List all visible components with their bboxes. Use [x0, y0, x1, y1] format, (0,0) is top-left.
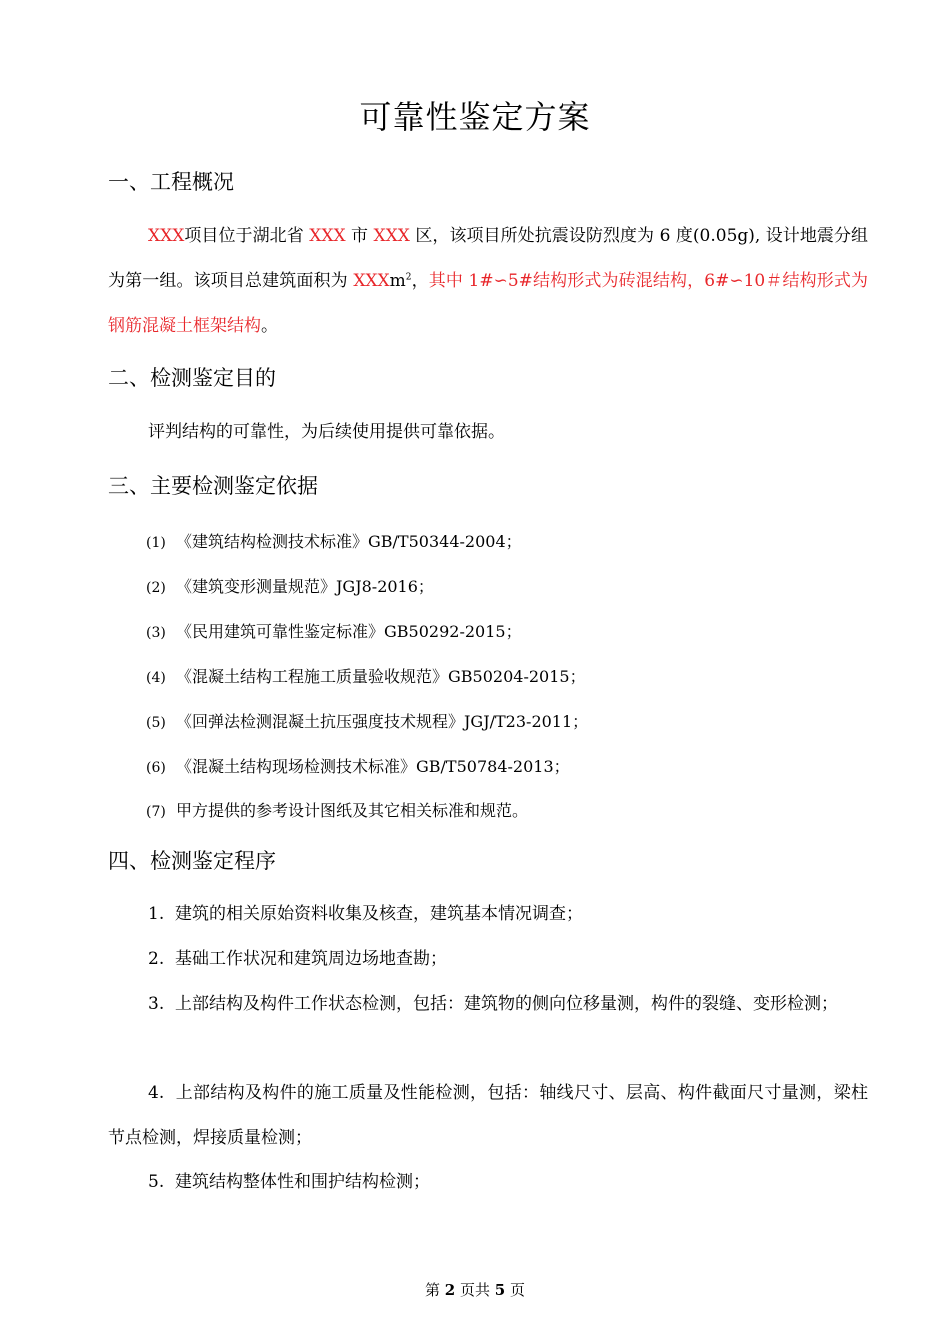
item-number: 5. — [148, 1172, 165, 1192]
area-placeholder: XXX — [353, 271, 390, 291]
item-number: 1. — [148, 904, 165, 924]
purpose-paragraph: 评判结构的可靠性，为后续使用提供可靠依据。 — [148, 422, 505, 442]
district-placeholder: XXX — [373, 226, 410, 246]
overview-paragraph — [108, 214, 868, 349]
footer-text: 第 — [424, 1281, 440, 1299]
item-text: 上部结构及构件的施工质量及性能检测，包括：轴线尺寸、层高、构件截面尺寸量测，梁柱节点检测，焊接质量检测； — [108, 1083, 869, 1148]
item-number: 4. — [148, 1083, 165, 1103]
reference-item — [146, 754, 570, 777]
current-page-number: 2 — [444, 1281, 456, 1299]
item-number: (3) — [146, 625, 166, 641]
procedure-item — [108, 1071, 868, 1161]
city-placeholder: XXX — [309, 226, 346, 246]
procedure-item — [108, 892, 868, 937]
section-heading-purpose: 二、检测鉴定目的 — [108, 366, 276, 390]
reference-item — [146, 529, 522, 552]
item-number: 3. — [148, 994, 165, 1014]
reference-item — [146, 709, 588, 732]
text-run: 项目位于湖北省 — [184, 226, 304, 246]
reference-item — [146, 619, 522, 642]
text-run: 。 — [261, 316, 278, 336]
item-number: (7) — [146, 804, 166, 820]
item-number: (2) — [146, 580, 166, 596]
item-number: (1) — [146, 535, 166, 551]
reference-item — [146, 798, 528, 821]
superscript: 2 — [405, 272, 412, 283]
item-text: 建筑结构整体性和围护结构检测； — [175, 1172, 431, 1192]
procedure-item — [108, 982, 868, 1027]
item-text: 《建筑结构检测技术标准》GB/T50344-2004； — [176, 532, 522, 551]
reference-item — [146, 664, 586, 687]
structure-type-note: 其中 1#∽5#结构形式为砖混结构，6#∽10＃结构形式为钢筋混凝土框架结构 — [108, 271, 868, 336]
text-run: 区，该项目所处抗震设防烈度为 6 度(0.05g), 设计地震分组为第一组。该项目总建筑面积为 — [108, 226, 869, 291]
item-number: (5) — [146, 715, 166, 731]
item-number: (4) — [146, 670, 166, 686]
text-run: 市 — [351, 226, 369, 246]
project-name-placeholder: XXX — [148, 226, 185, 246]
reference-item — [146, 574, 434, 597]
page-footer — [0, 1279, 950, 1300]
page-title: 可靠性鉴定方案 — [359, 98, 591, 136]
item-number: 2. — [148, 949, 165, 969]
item-text: 《混凝土结构工程施工质量验收规范》GB50204-2015； — [176, 667, 586, 686]
section-heading-basis: 三、主要检测鉴定依据 — [108, 474, 318, 498]
item-text: 建筑的相关原始资料收集及核查，建筑基本情况调查； — [175, 904, 584, 924]
item-text: 《民用建筑可靠性鉴定标准》GB50292-2015； — [176, 622, 522, 641]
text-run: ， — [411, 271, 429, 291]
procedure-item — [108, 1160, 868, 1205]
section-heading-overview: 一、工程概况 — [108, 170, 234, 194]
footer-text: 页 — [510, 1281, 526, 1299]
text-run: m — [389, 271, 406, 291]
item-text: 上部结构及构件工作状态检测，包括：建筑物的侧向位移量测，构件的裂缝、变形检测； — [175, 994, 839, 1014]
item-text: 甲方提供的参考设计图纸及其它相关标准和规范。 — [176, 801, 529, 820]
item-text: 《混凝土结构现场检测技术标准》GB/T50784-2013； — [176, 757, 570, 776]
item-text: 《建筑变形测量规范》JGJ8-2016； — [176, 577, 434, 596]
procedure-item — [108, 937, 868, 982]
item-text: 《回弹法检测混凝土抗压强度技术规程》JGJ/T23-2011； — [176, 712, 589, 731]
total-pages-number: 5 — [494, 1281, 506, 1299]
item-number: (6) — [146, 760, 166, 776]
footer-text: 页共 — [459, 1281, 490, 1299]
section-heading-procedure: 四、检测鉴定程序 — [108, 849, 276, 873]
item-text: 基础工作状况和建筑周边场地查勘； — [175, 949, 448, 969]
